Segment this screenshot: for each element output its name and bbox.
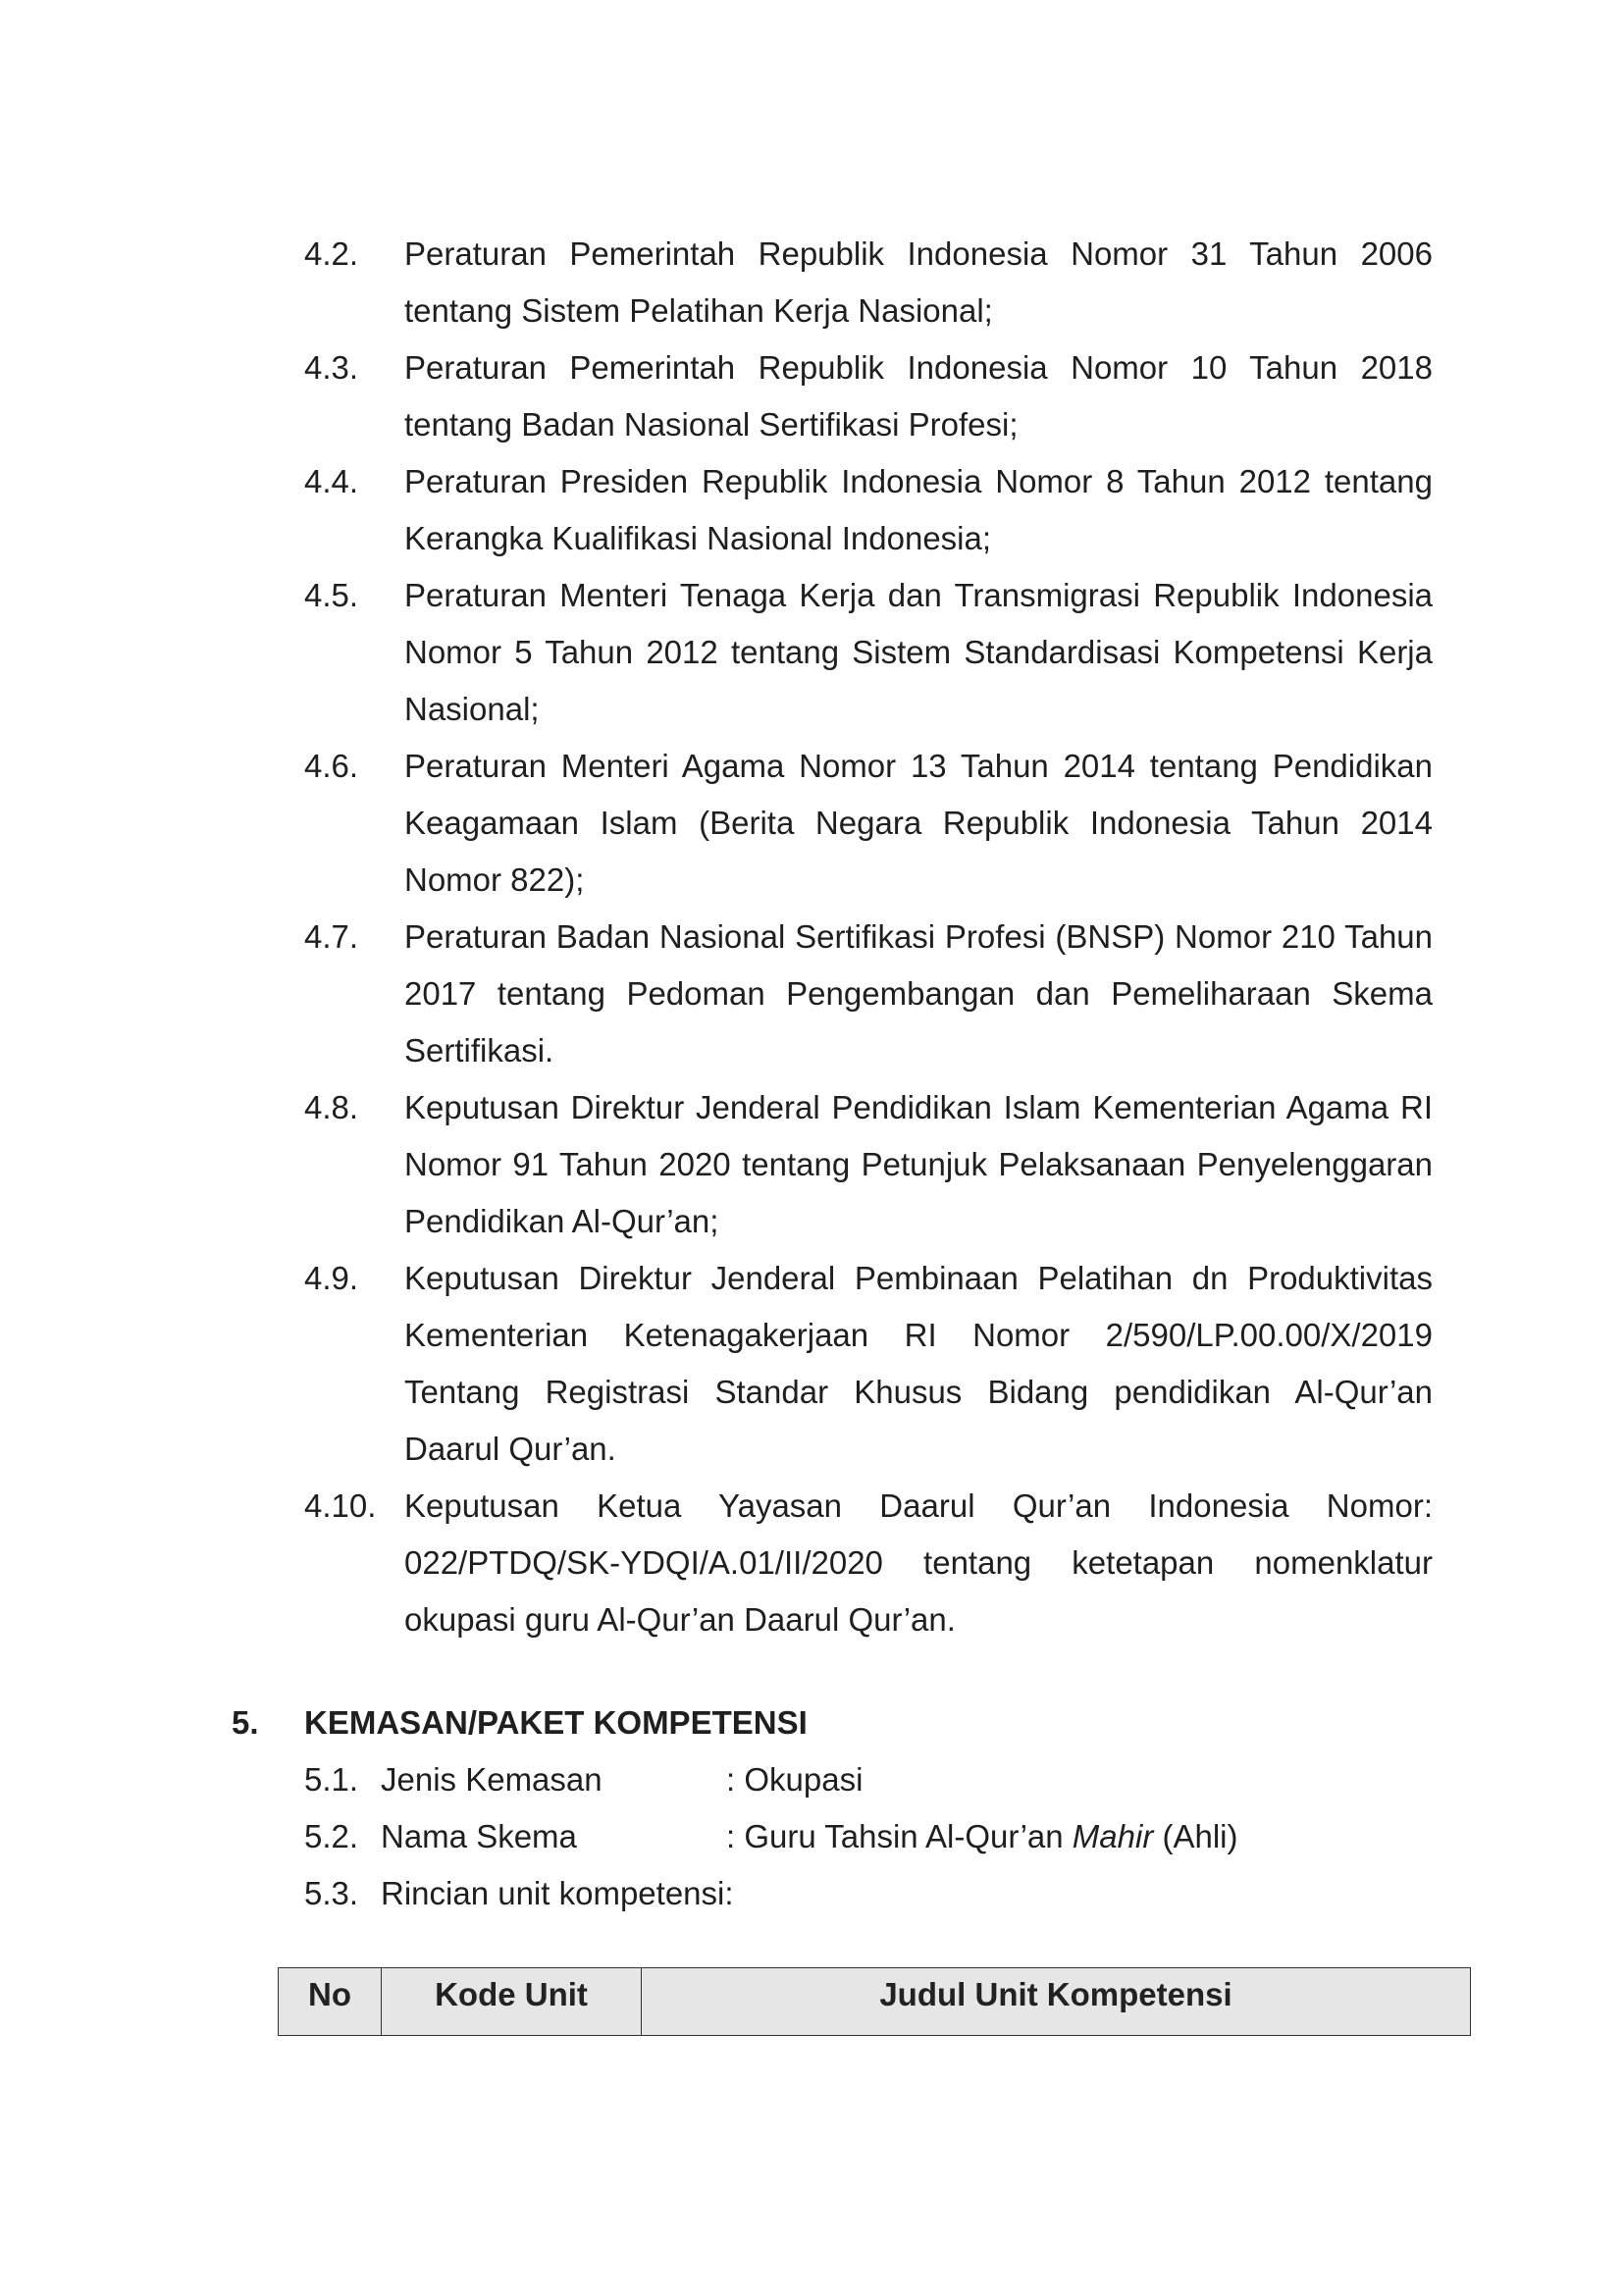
list-item <box>304 226 1433 339</box>
list-item-text: Peraturan Presiden Republik Indonesia Nomor 8 Tahun 2012 tentang Kerangka Kualifikasi Nasional Indonesia; <box>404 463 1433 556</box>
list-item <box>304 453 1433 567</box>
list-item-number: 4.7. <box>304 918 359 955</box>
value-italic: Mahir <box>1072 1818 1154 1854</box>
list-item-text: Peraturan Badan Nasional Sertifikasi Profesi (BNSP) Nomor 210 Tahun 2017 tentang Pedoman Pengembangan dan Pemeliharaan Skema Sertifikasi. <box>404 918 1433 1069</box>
list-item-number: 4.6. <box>304 748 359 784</box>
list-item-number: 4.5. <box>304 577 359 613</box>
value-prefix: : Guru Tahsin Al-Qur’an <box>726 1818 1073 1854</box>
list-item <box>304 339 1433 453</box>
package-row-value <box>726 1808 1238 1865</box>
list-item <box>304 909 1433 1079</box>
package-row-label: Jenis Kemasan <box>381 1761 602 1798</box>
reference-list <box>304 226 1433 1648</box>
list-item <box>304 738 1433 909</box>
unit-table <box>278 1967 1471 2036</box>
section-title: KEMASAN/PAKET KOMPETENSI <box>304 1704 808 1741</box>
table-header-kode-unit: Kode Unit <box>382 1968 642 2036</box>
list-item-text: Keputusan Ketua Yayasan Daarul Qur’an Indonesia Nomor: 022/PTDQ/SK-YDQI/A.01/II/2020 tentang ketetapan nomenklatur okupasi guru Al-Qur’an Daarul Qur’an. <box>404 1487 1433 1638</box>
package-row-number: 5.1. <box>304 1761 359 1798</box>
list-item-text: Peraturan Menteri Tenaga Kerja dan Transmigrasi Republik Indonesia Nomor 5 Tahun 2012 tentang Sistem Standardisasi Kompetensi Kerja Nasional; <box>404 577 1433 727</box>
list-item-text: Peraturan Menteri Agama Nomor 13 Tahun 2014 tentang Pendidikan Keagamaan Islam (Berita Negara Republik Indonesia Tahun 2014 Nomor 822); <box>404 748 1433 898</box>
list-item-number: 4.4. <box>304 463 359 499</box>
package-row-value: : Okupasi <box>726 1761 864 1798</box>
package-row-jenis <box>304 1751 1433 1808</box>
table-header-no: No <box>279 1968 382 2036</box>
section-number: 5. <box>232 1704 259 1741</box>
package-row-nama <box>304 1808 1433 1865</box>
table-header-row <box>279 1968 1471 2036</box>
section-heading <box>232 1695 808 1751</box>
package-row-label: Rincian unit kompetensi: <box>381 1875 734 1911</box>
list-item-text: Keputusan Direktur Jenderal Pembinaan Pelatihan dn Produktivitas Kementerian Ketenagakerjaan RI Nomor 2/590/LP.00.00/X/2019 Tentang Registrasi Standar Khusus Bidang pendidikan Al-Qur’an Daarul Qur’an. <box>404 1260 1433 1467</box>
package-row-number: 5.2. <box>304 1818 359 1854</box>
package-row-label: Nama Skema <box>381 1818 577 1854</box>
package-row-rincian <box>304 1865 1433 1922</box>
list-item <box>304 1079 1433 1250</box>
list-item <box>304 567 1433 738</box>
package-details <box>304 1751 1433 1922</box>
list-item-text: Keputusan Direktur Jenderal Pendidikan Islam Kementerian Agama RI Nomor 91 Tahun 2020 tentang Petunjuk Pelaksanaan Penyelenggaran Pendidikan Al-Qur’an; <box>404 1089 1433 1239</box>
value-suffix: (Ahli) <box>1153 1818 1238 1854</box>
list-item-number: 4.10. <box>304 1487 377 1524</box>
list-item <box>304 1250 1433 1478</box>
list-item-number: 4.9. <box>304 1260 359 1296</box>
list-item-text: Peraturan Pemerintah Republik Indonesia Nomor 31 Tahun 2006 tentang Sistem Pelatihan Kerja Nasional; <box>404 235 1433 329</box>
table-header-judul: Judul Unit Kompetensi <box>642 1968 1471 2036</box>
list-item-number: 4.2. <box>304 235 359 272</box>
list-item <box>304 1478 1433 1648</box>
list-item-number: 4.3. <box>304 349 359 386</box>
list-item-number: 4.8. <box>304 1089 359 1125</box>
list-item-text: Peraturan Pemerintah Republik Indonesia Nomor 10 Tahun 2018 tentang Badan Nasional Sertifikasi Profesi; <box>404 349 1433 443</box>
package-row-number: 5.3. <box>304 1875 359 1911</box>
